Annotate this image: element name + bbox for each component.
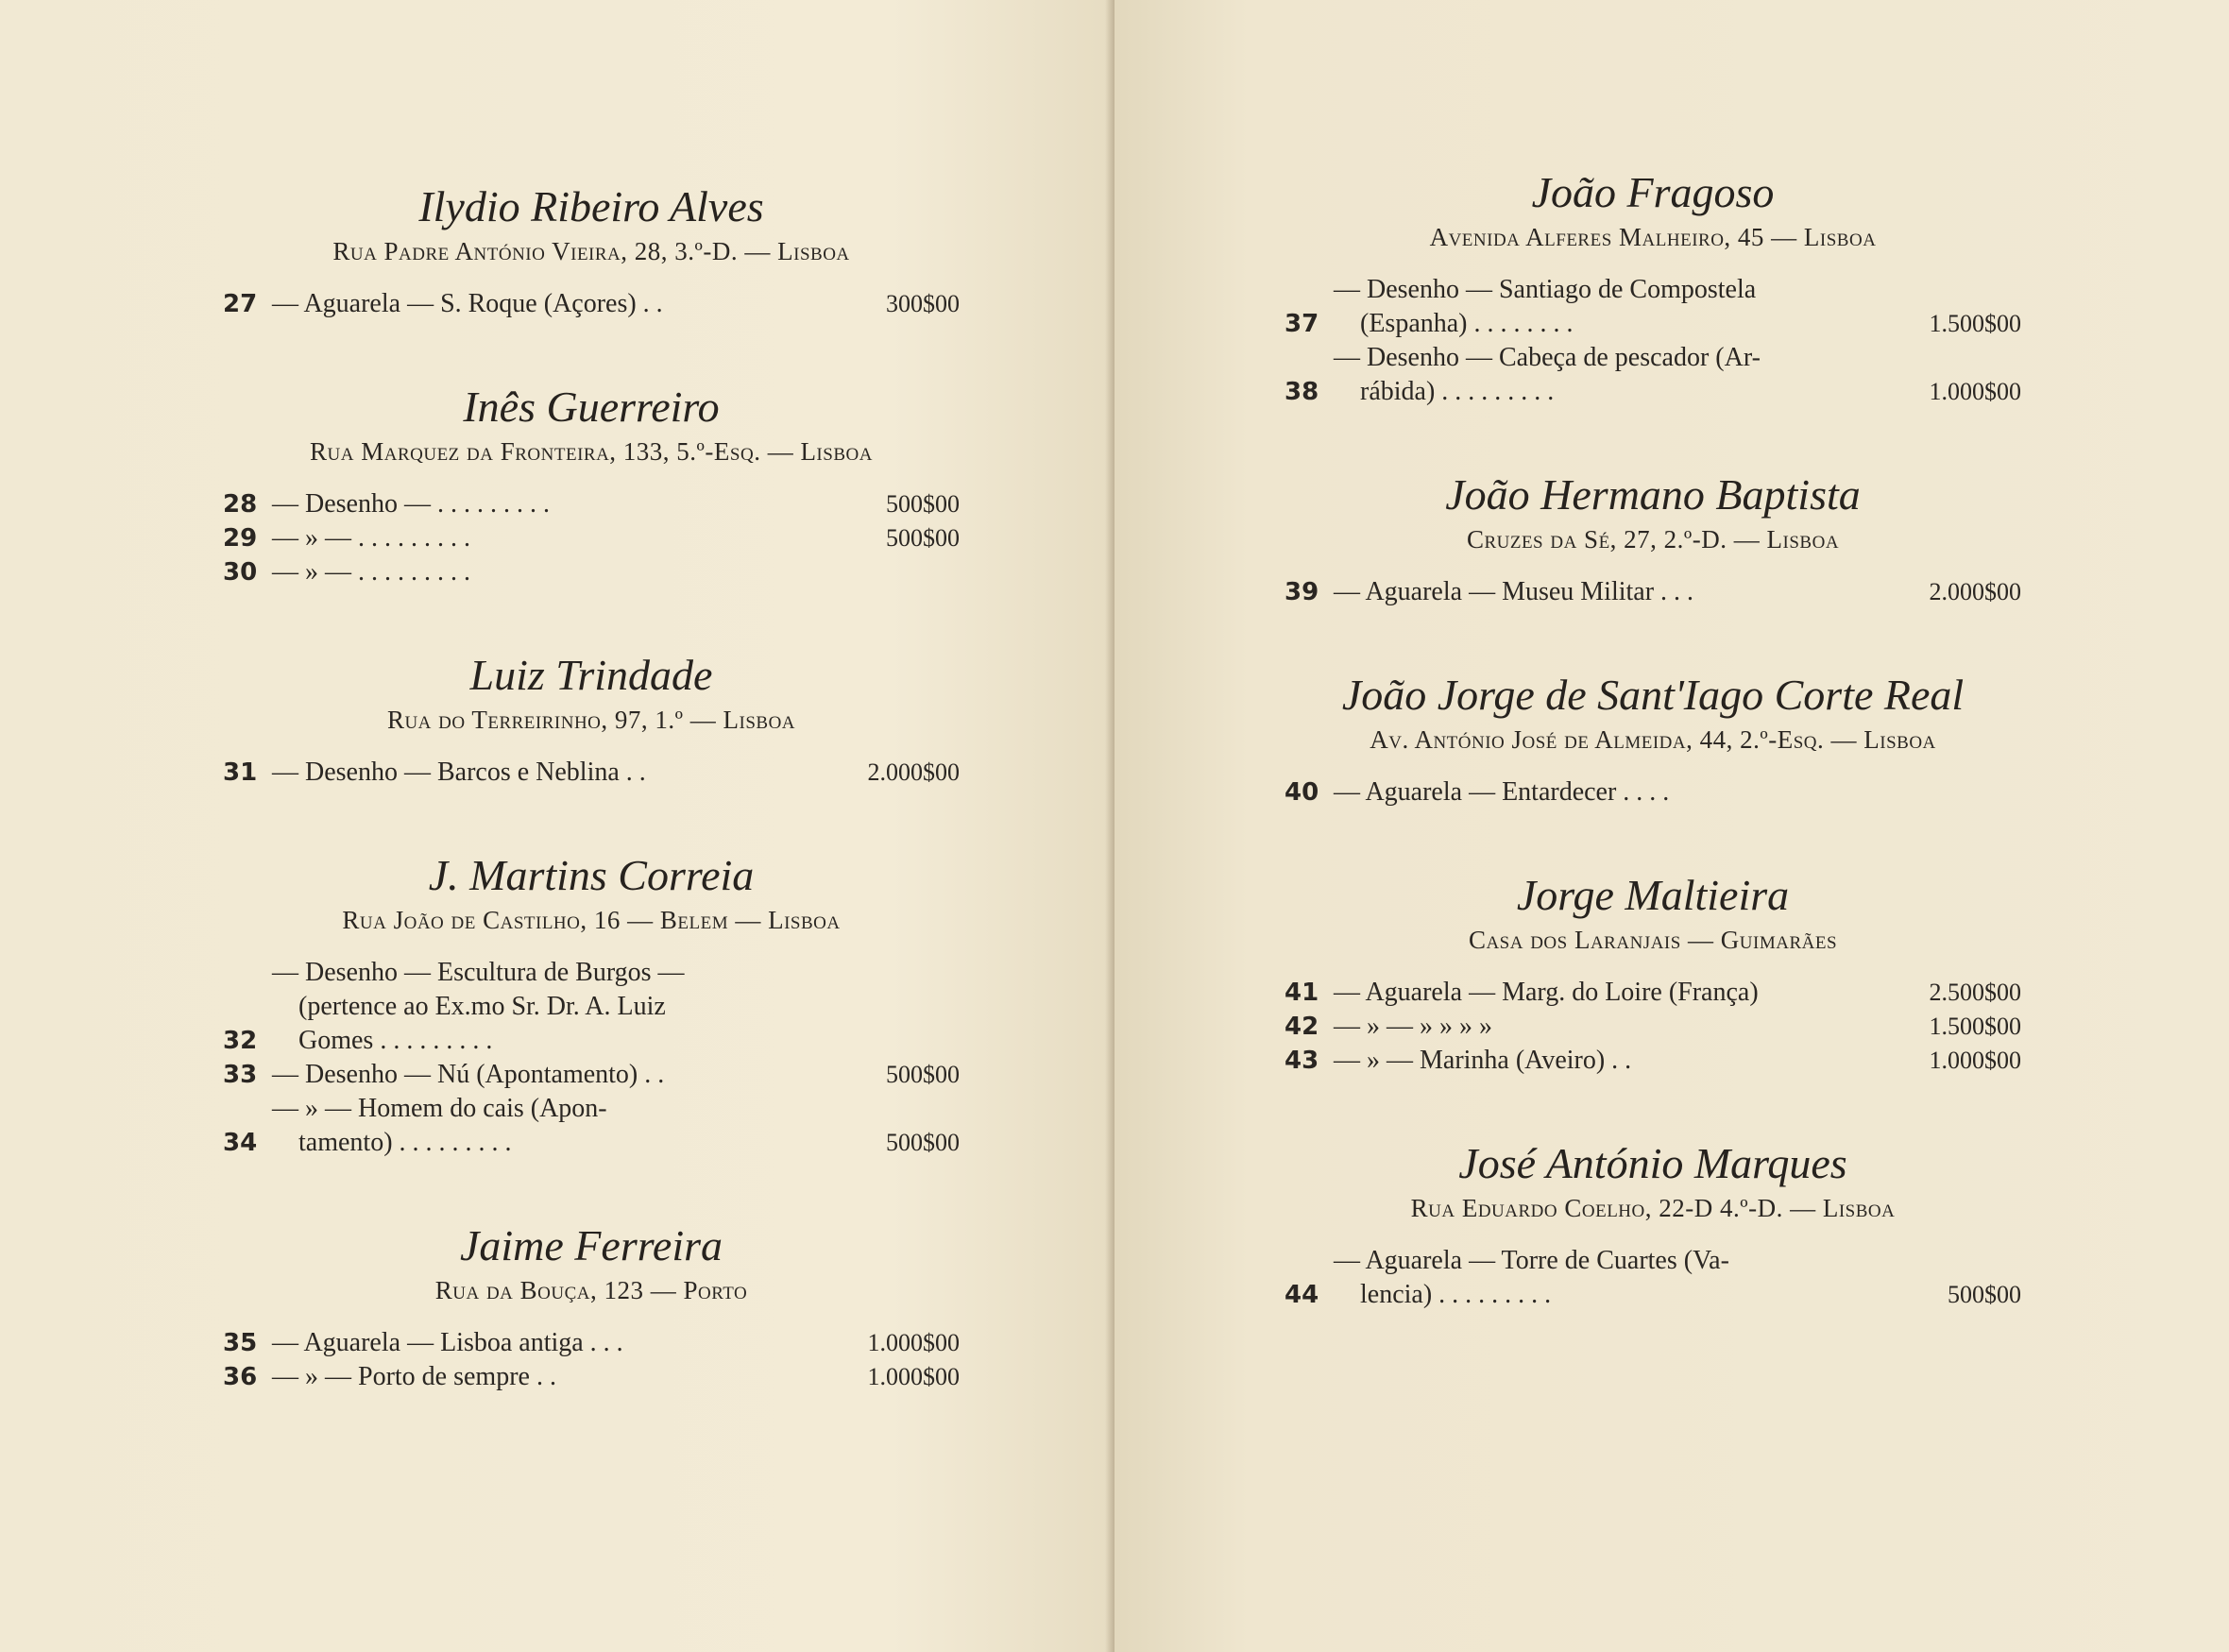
entry-description-line: — » — Marinha (Aveiro) . . — [1334, 1046, 1632, 1075]
entry-description-line: — » — . . . . . . . . . — [272, 557, 470, 587]
artist-name: João Jorge de Sant'Iago Corte Real — [1341, 671, 1965, 719]
entry-price: 300$00 — [886, 290, 960, 317]
entry-price: 1.000$00 — [1929, 1047, 2021, 1074]
entry-number: 27 — [223, 290, 258, 318]
entry-description — [272, 1326, 818, 1360]
left-page — [0, 0, 1114, 1652]
entry-list — [1285, 976, 2021, 1078]
catalog-entry — [1285, 775, 2021, 809]
entry-number: 32 — [223, 1027, 258, 1055]
artist-block — [1285, 668, 2021, 809]
catalog-entry — [1285, 976, 2021, 1010]
entry-description-line: — Aguarela — Marg. do Loire (França) — [1334, 978, 1759, 1007]
entry-number: 39 — [1285, 578, 1319, 606]
artist-address: Cruzes da Sé, 27, 2.º-D. — Lisboa — [1466, 525, 1840, 554]
catalog-entry — [1285, 273, 2021, 341]
entry-price: 500$00 — [886, 524, 960, 552]
entry-list — [223, 756, 960, 790]
entry-description-line: — Aguarela — Entardecer . . . . — [1334, 777, 1670, 807]
entry-description — [272, 555, 818, 589]
entry-description — [272, 287, 818, 321]
entry-list — [1285, 1244, 2021, 1312]
artist-address: Rua João de Castilho, 16 — Belem — Lisboa — [342, 906, 841, 934]
artist-block — [223, 648, 960, 790]
entry-description-line: — Aguarela — S. Roque (Açores) . . — [272, 289, 663, 318]
entry-description — [272, 1092, 818, 1160]
entry-price: 1.000$00 — [867, 1329, 960, 1356]
entry-description-line: (Espanha) . . . . . . . . — [1360, 309, 1574, 338]
artist-block — [223, 848, 960, 1160]
entry-description-line: Gomes . . . . . . . . . — [298, 1026, 493, 1055]
artist-block — [223, 179, 960, 321]
entry-number: 42 — [1285, 1013, 1319, 1041]
entry-description — [272, 1360, 818, 1394]
entry-price: 2.000$00 — [1929, 578, 2021, 605]
entry-price: 1.500$00 — [1929, 310, 2021, 337]
entry-number: 36 — [223, 1363, 258, 1391]
entry-list — [223, 956, 960, 1160]
entry-description-line: — Desenho — . . . . . . . . . — [272, 489, 550, 519]
entry-price: 500$00 — [886, 490, 960, 518]
artist-name: Luiz Trindade — [469, 651, 713, 699]
entry-list — [1285, 575, 2021, 609]
entry-description-line: — Desenho — Escultura de Burgos — — [272, 958, 685, 987]
artist-name: Jaime Ferreira — [459, 1221, 723, 1269]
entry-number: 41 — [1285, 979, 1319, 1007]
catalog-entry — [223, 1092, 960, 1160]
left-page-content — [223, 179, 960, 1453]
artist-address: Rua Eduardo Coelho, 22-D 4.º-D. — Lisboa — [1410, 1194, 1896, 1222]
entry-price: 1.000$00 — [1929, 378, 2021, 405]
entry-number: 37 — [1285, 310, 1319, 338]
entry-description-line: — » — » » » » — [1334, 1012, 1492, 1041]
entry-number: 38 — [1285, 378, 1319, 406]
artist-name: João Hermano Baptista — [1445, 470, 1861, 519]
entry-description-line: — » — . . . . . . . . . — [272, 523, 470, 553]
entry-description — [1334, 273, 1880, 341]
catalog-entry — [1285, 575, 2021, 609]
entry-description — [1334, 976, 1880, 1010]
artist-address: Avenida Alferes Malheiro, 45 — Lisboa — [1429, 223, 1877, 251]
catalog-entry — [223, 287, 960, 321]
entry-description — [272, 487, 818, 521]
entry-description — [272, 756, 818, 790]
entry-description-line: lencia) . . . . . . . . . — [1360, 1280, 1552, 1309]
artist-block — [223, 1218, 960, 1394]
artist-block — [1285, 165, 2021, 409]
artist-name: Inês Guerreiro — [463, 383, 720, 431]
entry-price: 500$00 — [1948, 1281, 2021, 1308]
entry-number: 43 — [1285, 1047, 1319, 1075]
entry-price: 1.000$00 — [867, 1363, 960, 1390]
artist-block — [1285, 868, 2021, 1078]
entry-description-line: — Desenho — Santiago de Compostela — [1334, 275, 1757, 304]
artist-name: Jorge Maltieira — [1516, 871, 1790, 919]
right-page-content — [1285, 165, 2021, 1371]
catalog-entry — [223, 956, 960, 1058]
entry-number: 34 — [223, 1129, 258, 1157]
entry-description — [1334, 575, 1880, 609]
entry-description — [1334, 775, 1880, 809]
entry-number: 31 — [223, 758, 258, 787]
entry-description-line: — Desenho — Nú (Apontamento) . . — [272, 1060, 665, 1089]
artist-name: José António Marques — [1458, 1139, 1847, 1187]
catalog-entry — [223, 1360, 960, 1394]
entry-description-line: — Desenho — Barcos e Neblina . . — [272, 758, 646, 787]
entry-number: 44 — [1285, 1281, 1319, 1309]
entry-description-line: — » — Homem do cais (Apon- — [272, 1094, 607, 1123]
entry-list — [1285, 775, 2021, 809]
entry-price: 500$00 — [886, 1129, 960, 1156]
entry-number: 33 — [223, 1061, 258, 1089]
artist-block — [1285, 468, 2021, 609]
artist-address: Rua da Bouça, 123 — Porto — [434, 1276, 748, 1304]
entry-description-line: — Desenho — Cabeça de pescador (Ar- — [1334, 343, 1761, 372]
entry-description — [1334, 341, 1880, 409]
entry-description-line: rábida) . . . . . . . . . — [1360, 377, 1555, 406]
entry-list — [1285, 273, 2021, 409]
catalog-entry — [1285, 1044, 2021, 1078]
entry-price: 500$00 — [886, 1061, 960, 1088]
entry-description — [1334, 1010, 1880, 1044]
catalog-entry — [223, 555, 960, 589]
entry-number: 30 — [223, 558, 258, 587]
entry-description-line: — Aguarela — Torre de Cuartes (Va- — [1334, 1246, 1729, 1275]
catalog-entry — [1285, 1244, 2021, 1312]
entry-list — [223, 487, 960, 589]
catalog-entry — [223, 1058, 960, 1092]
artist-address: Casa dos Laranjais — Guimarães — [1468, 926, 1838, 954]
entry-price: 1.500$00 — [1929, 1013, 2021, 1040]
catalog-entry — [223, 521, 960, 555]
artist-address: Av. António José de Almeida, 44, 2.º-Esq. — Lisboa — [1370, 725, 1936, 754]
artist-block — [1285, 1136, 2021, 1312]
entry-description — [272, 1058, 818, 1092]
entry-price: 2.500$00 — [1929, 979, 2021, 1006]
entry-description-line: (pertence ao Ex.mo Sr. Dr. A. Luiz — [298, 992, 666, 1021]
catalog-entry — [223, 1326, 960, 1360]
artist-block — [223, 380, 960, 589]
artist-address: Rua Padre António Vieira, 28, 3.º-D. — Lisboa — [332, 237, 850, 265]
artist-name: Ilydio Ribeiro Alves — [418, 182, 764, 230]
entry-description-line: — Aguarela — Museu Militar . . . — [1334, 577, 1694, 606]
entry-description — [272, 521, 818, 555]
artist-name: João Fragoso — [1531, 168, 1775, 216]
entry-description-line: — Aguarela — Lisboa antiga . . . — [272, 1328, 623, 1357]
entry-description — [1334, 1244, 1880, 1312]
entry-description — [1334, 1044, 1880, 1078]
entry-number: 40 — [1285, 778, 1319, 807]
catalog-entry — [1285, 1010, 2021, 1044]
catalog-entry — [223, 487, 960, 521]
catalog-entry — [223, 756, 960, 790]
entry-description-line: — » — Porto de sempre . . — [272, 1362, 556, 1391]
entry-number: 29 — [223, 524, 258, 553]
entry-description-line: tamento) . . . . . . . . . — [298, 1128, 512, 1157]
artist-name: J. Martins Correia — [428, 851, 755, 899]
artist-address: Rua do Terreirinho, 97, 1.º — Lisboa — [386, 706, 796, 734]
entry-number: 35 — [223, 1329, 258, 1357]
entry-price: 2.000$00 — [867, 758, 960, 786]
entry-list — [223, 1326, 960, 1394]
entry-list — [223, 287, 960, 321]
entry-description — [272, 956, 818, 1058]
catalog-entry — [1285, 341, 2021, 409]
artist-address: Rua Marquez da Fronteira, 133, 5.º-Esq. — Lisboa — [310, 437, 873, 466]
entry-number: 28 — [223, 490, 258, 519]
